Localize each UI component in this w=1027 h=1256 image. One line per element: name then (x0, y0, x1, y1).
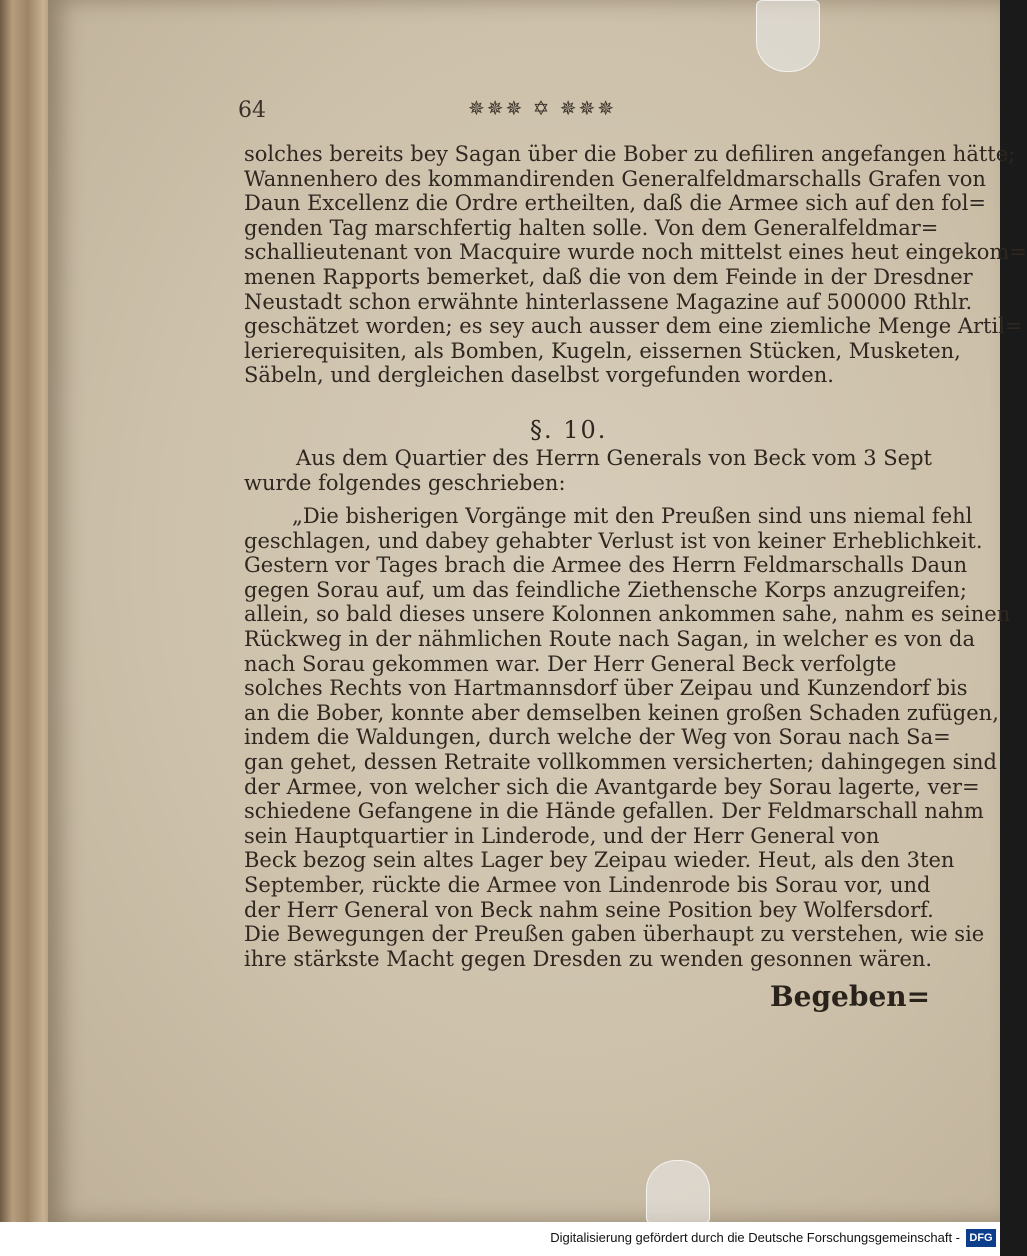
text-line: Daun Excellenz die Ordre ertheilten, daß die Armee sich auf den fol= (244, 191, 987, 216)
footer-bar (0, 1222, 1000, 1256)
text-line: „Die bisherigen Vorgänge mit den Preußen sind uns niemal fehl (292, 504, 973, 528)
text-line: solches Rechts von Hartmannsdorf über Zeipau und Kunzendorf bis (244, 676, 968, 701)
page-clip-top (756, 0, 820, 72)
text-line: Wannenhero des kommandirenden Generalfeldmarschalls Grafen von (244, 166, 986, 191)
dfg-logo: DFG (966, 1229, 996, 1247)
text-line: Rückweg in der nähmlichen Route nach Sagan, in welcher es von da (244, 626, 975, 651)
text-line: schiedene Gefangene in die Hände gefallen. Der Feldmarschall nahm (244, 799, 984, 824)
text-line: solches bereits bey Sagan über die Bober zu defiliren angefangen hätte; (244, 142, 1016, 166)
text-line: schallieutenant von Macquire wurde noch mittelst eines heut eingekom= (244, 240, 1027, 265)
text-line: wurde folgendes geschrieben: (244, 470, 566, 495)
paragraph-1 (244, 142, 1027, 388)
footer-credit: Digitalisierung gefördert durch die Deutsche Forschungsgemeinschaft - (550, 1230, 960, 1245)
text-line: der Herr General von Beck nahm seine Position bey Wolfersdorf. (244, 897, 934, 922)
text-line: Aus dem Quartier des Herrn Generals von Beck vom 3 Sept (296, 446, 932, 470)
text-line: gegen Sorau auf, um das feindliche Ziethensche Korps anzugreifen; (244, 577, 967, 602)
text-line: Neustadt schon erwähnte hinterlassene Magazine auf 500000 Rthlr. (244, 289, 973, 314)
text-line: gan gehet, dessen Retraite vollkommen versicherten; dahingegen sind (244, 749, 997, 774)
section-heading: §. 10. (530, 416, 608, 444)
text-line: geschätzet worden; es sey auch ausser dem eine ziemliche Menge Artil= (244, 314, 1023, 339)
text-line: Gestern vor Tages brach die Armee des Herrn Feldmarschalls Daun (244, 553, 968, 578)
text-line: geschlagen, und dabey gehabter Verlust ist von keiner Erheblichkeit. (244, 528, 983, 553)
header-ornament: ✵✵✵ ✡ ✵✵✵ (468, 96, 617, 120)
text-line: der Armee, von welcher sich die Avantgarde bey Sorau lagerte, ver= (244, 774, 980, 799)
catchword: Begeben= (770, 980, 931, 1013)
text-line: menen Rapports bemerket, daß die von dem Feinde in der Dresdner (244, 264, 973, 289)
text-line: nach Sorau gekommen war. Der Herr General Beck verfolgte (244, 651, 897, 676)
text-line: Beck bezog sein altes Lager bey Zeipau wieder. Heut, als den 3ten (244, 848, 955, 873)
text-line: sein Hauptquartier in Linderode, und der Herr General von (244, 823, 880, 848)
page-number: 64 (238, 98, 266, 123)
text-line: ihre stärkste Macht gegen Dresden zu wenden gesonnen wären. (244, 946, 933, 971)
text-line: indem die Waldungen, durch welche der Weg von Sorau nach Sa= (244, 725, 951, 750)
page-clip-bottom (646, 1160, 710, 1224)
text-line: an die Bober, konnte aber demselben keinen großen Schaden zufügen, (244, 700, 999, 725)
paragraph-2 (244, 446, 932, 495)
text-line: Die Bewegungen der Preußen gaben überhaupt zu verstehen, wie sie (244, 922, 985, 947)
text-line: lerierequisiten, als Bomben, Kugeln, eissernen Stücken, Musketen, (244, 338, 961, 363)
text-line: September, rückte die Armee von Lindenrode bis Sorau vor, und (244, 872, 931, 897)
text-line: Säbeln, und dergleichen daselbst vorgefunden worden. (244, 363, 834, 388)
text-line: allein, so bald dieses unsere Kolonnen ankommen sahe, nahm es seinen (244, 602, 1011, 627)
paragraph-3 (244, 504, 1011, 971)
text-line: genden Tag marschfertig halten solle. Von dem Generalfeldmar= (244, 215, 939, 240)
